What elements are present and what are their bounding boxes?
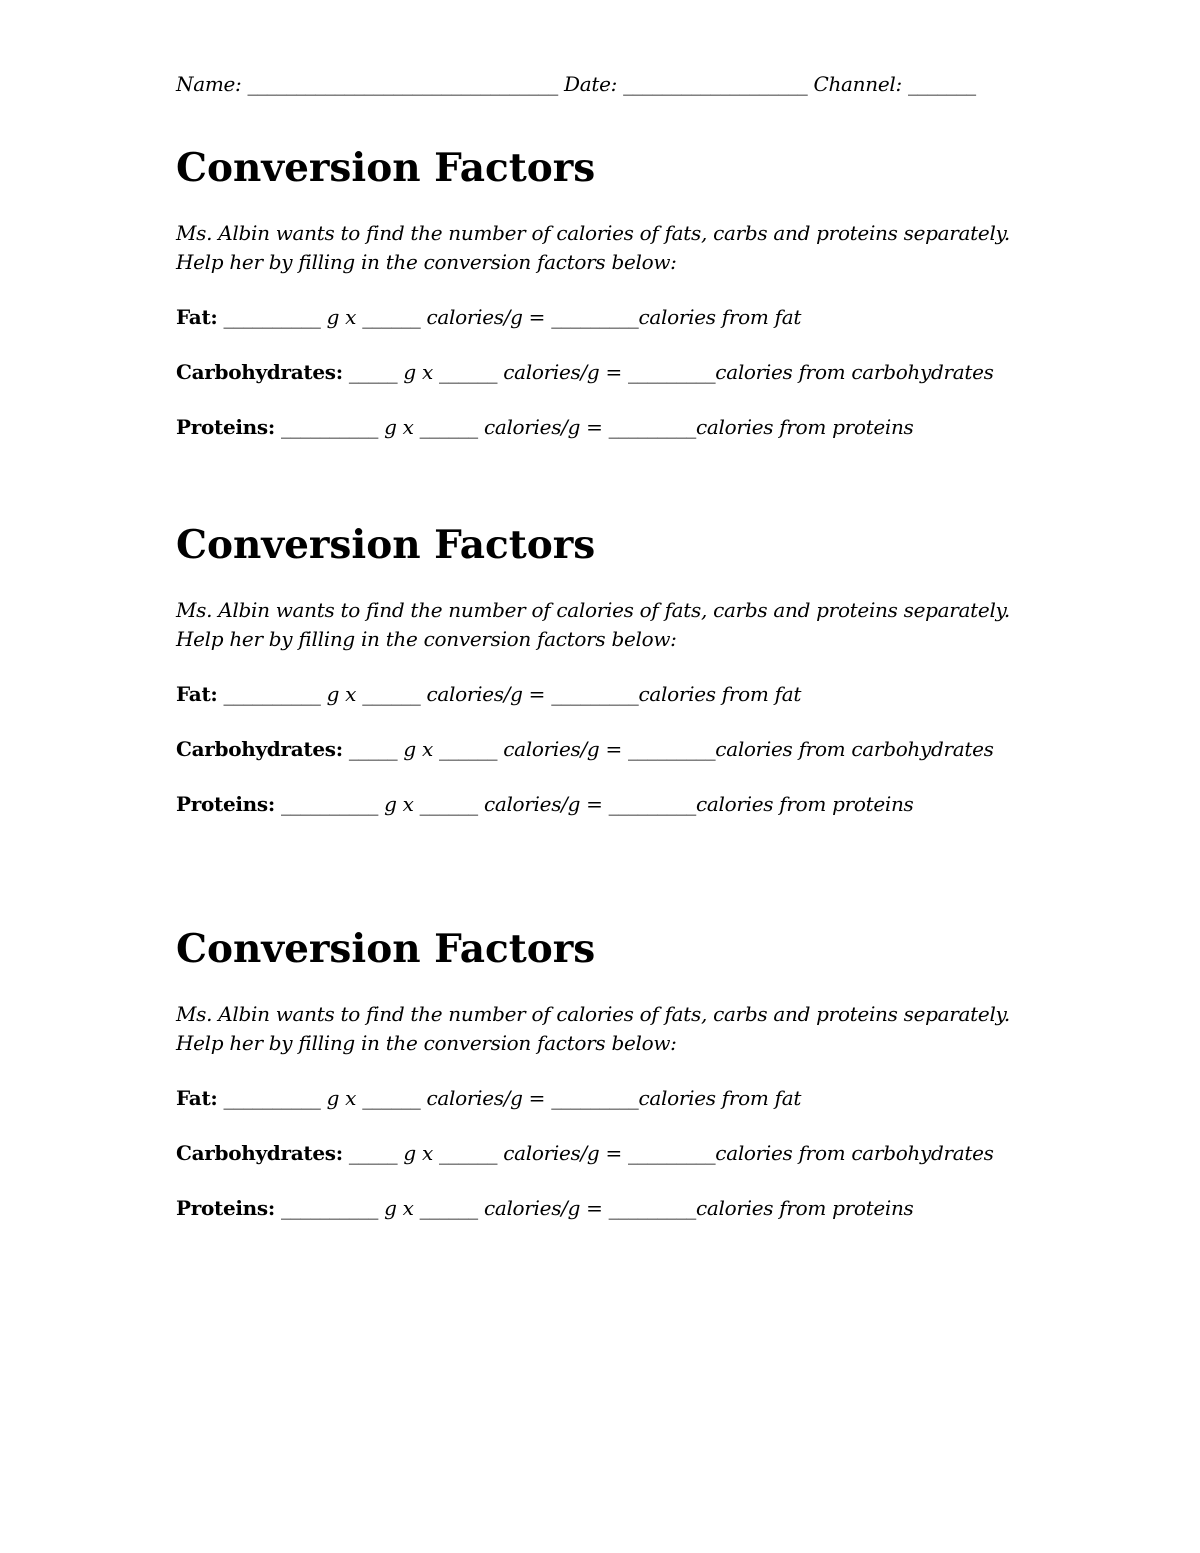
fat-label: Fat: <box>176 305 218 329</box>
section-title: Conversion Factors <box>176 926 596 972</box>
section-title: Conversion Factors <box>176 145 596 191</box>
carbohydrates-expression: _____ g x ______ calories/g = _________calories from carbohydrates <box>342 737 994 761</box>
fat-row <box>176 681 1036 707</box>
fat-expression: __________ g x ______ calories/g = _________calories from fat <box>217 1086 802 1110</box>
carbohydrates-expression: _____ g x ______ calories/g = _________calories from carbohydrates <box>342 1141 994 1165</box>
intro-line-1: Ms. Albin wants to find the number of calories of fats, carbs and proteins separately. <box>176 221 1010 245</box>
intro-line-2: Help her by filling in the conversion factors below: <box>176 627 677 651</box>
header-name-date-channel: Name: ________________________________ Date: ___________________ Channel: _______ <box>176 72 976 96</box>
section-title: Conversion Factors <box>176 522 596 568</box>
carbohydrates-label: Carbohydrates: <box>176 360 343 384</box>
fat-row <box>176 1085 1036 1111</box>
intro-line-2: Help her by filling in the conversion factors below: <box>176 250 677 274</box>
intro-line-1: Ms. Albin wants to find the number of calories of fats, carbs and proteins separately. <box>176 1002 1010 1026</box>
proteins-expression: __________ g x ______ calories/g = _________calories from proteins <box>274 1196 914 1220</box>
conversion-section-3 <box>176 924 1036 1221</box>
carbohydrates-label: Carbohydrates: <box>176 1141 343 1165</box>
carbohydrates-row <box>176 1140 1036 1166</box>
proteins-expression: __________ g x ______ calories/g = _________calories from proteins <box>274 792 914 816</box>
fat-label: Fat: <box>176 1086 218 1110</box>
fat-label: Fat: <box>176 682 218 706</box>
proteins-expression: __________ g x ______ calories/g = _________calories from proteins <box>274 415 914 439</box>
carbohydrates-row <box>176 359 1036 385</box>
fat-row <box>176 304 1036 330</box>
proteins-label: Proteins: <box>176 415 275 439</box>
section-intro <box>176 219 1036 277</box>
proteins-row <box>176 1195 1036 1221</box>
proteins-label: Proteins: <box>176 792 275 816</box>
proteins-row <box>176 414 1036 440</box>
intro-line-1: Ms. Albin wants to find the number of calories of fats, carbs and proteins separately. <box>176 598 1010 622</box>
carbohydrates-expression: _____ g x ______ calories/g = _________calories from carbohydrates <box>342 360 994 384</box>
intro-line-2: Help her by filling in the conversion factors below: <box>176 1031 677 1055</box>
carbohydrates-label: Carbohydrates: <box>176 737 343 761</box>
section-intro <box>176 596 1036 654</box>
fat-expression: __________ g x ______ calories/g = _________calories from fat <box>217 682 802 706</box>
proteins-row <box>176 791 1036 817</box>
section-intro <box>176 1000 1036 1058</box>
conversion-section-2 <box>176 520 1036 817</box>
carbohydrates-row <box>176 736 1036 762</box>
proteins-label: Proteins: <box>176 1196 275 1220</box>
conversion-section-1 <box>176 143 1036 440</box>
fat-expression: __________ g x ______ calories/g = _________calories from fat <box>217 305 802 329</box>
